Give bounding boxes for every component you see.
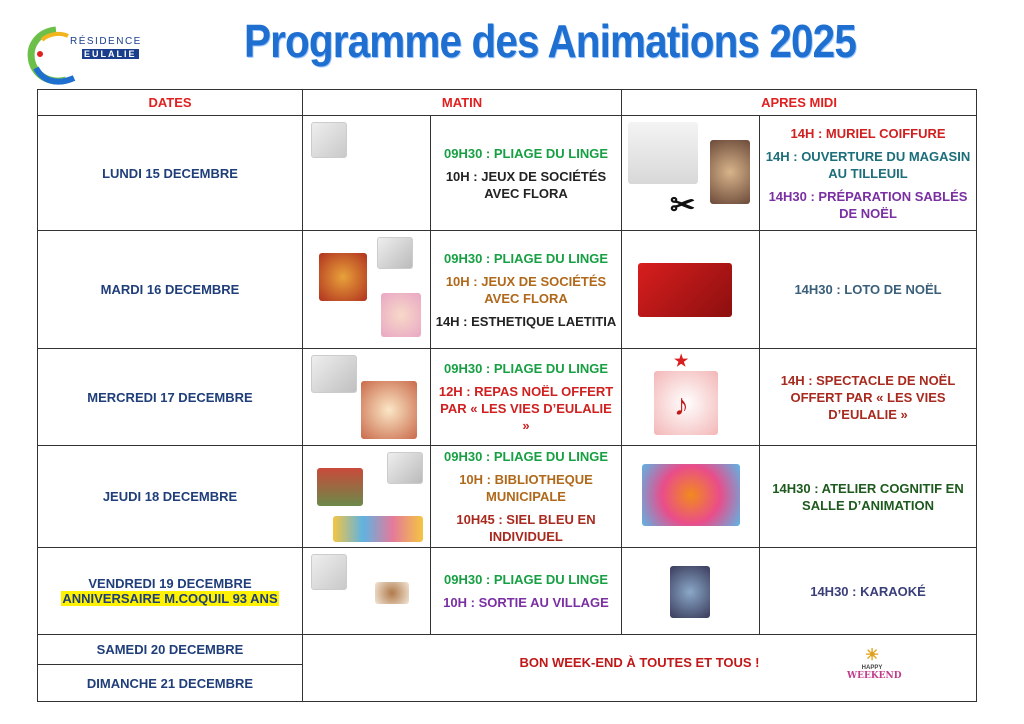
- brain-gears-icon: [642, 464, 740, 526]
- activity: 12H : REPAS NOËL OFFERT PAR « LES VIES D’EULALIE »: [438, 384, 614, 433]
- day-row-tuesday: [38, 231, 977, 349]
- star-icon: ★: [674, 353, 689, 370]
- date-cell: DIMANCHE 21 DECEMBRE: [38, 665, 303, 702]
- christmas-meal-icon: [361, 381, 417, 439]
- logo-line1: RÉSIDENCE: [70, 36, 142, 47]
- afternoon-images: [622, 116, 760, 231]
- page-title: Programme des Animations 2025: [244, 15, 856, 67]
- activity: 14H : MURIEL COIFFURE: [790, 125, 946, 141]
- logo-line2: EULALIE: [84, 49, 137, 59]
- date-label: VENDREDI 19 DECEMBRE: [88, 576, 252, 591]
- shopping-icon: [628, 122, 698, 184]
- activity: 10H45 : SIEL BLEU EN INDIVIDUEL: [456, 512, 596, 544]
- morning-images: [303, 446, 431, 548]
- scissors-icon: ✂: [670, 189, 696, 222]
- afternoon-activities: [760, 548, 977, 635]
- morning-activities: [431, 548, 622, 635]
- activity: 10H : BIBLIOTHEQUE MUNICIPALE: [459, 472, 593, 504]
- coffee-cup-icon: [375, 582, 409, 604]
- header-dates: DATES: [38, 90, 303, 116]
- weekend-message-cell: [303, 635, 977, 702]
- date-cell: SAMEDI 20 DECEMBRE: [38, 635, 303, 665]
- activity: 09H30 : PLIAGE DU LINGE: [444, 572, 608, 587]
- afternoon-activities: [760, 231, 977, 349]
- date-cell: JEUDI 18 DECEMBRE: [38, 446, 303, 548]
- afternoon-activities: [760, 116, 977, 231]
- laundry-icon: [377, 237, 413, 269]
- afternoon-images: [622, 349, 760, 446]
- morning-activities: [431, 231, 622, 349]
- bingo-icon: [638, 263, 732, 317]
- badge-line2: WEEKEND: [847, 671, 902, 681]
- happy-weekend-badge: [847, 645, 902, 687]
- activity: 09H30 : PLIAGE DU LINGE: [444, 250, 608, 266]
- activity: 14H30 : PRÉPARATION SABLÉS DE NOËL: [768, 188, 968, 221]
- sun-cloud-icon: ☀: [864, 647, 880, 664]
- books-icon: [317, 468, 363, 506]
- activity: 09H30 : PLIAGE DU LINGE: [444, 449, 608, 464]
- activity: 14H30 : ATELIER COGNITIF EN SALLE D’ANIMATION: [772, 480, 964, 513]
- cookies-icon: [710, 140, 750, 204]
- beauty-icon: [381, 293, 421, 337]
- morning-activities: [431, 116, 622, 231]
- activity: 09H30 : PLIAGE DU LINGE: [444, 145, 608, 161]
- activity: 14H : OUVERTURE DU MAGASIN AU TILLEUIL: [765, 148, 971, 181]
- morning-activities: [431, 349, 622, 446]
- afternoon-images: [622, 548, 760, 635]
- afternoon-images: [622, 231, 760, 349]
- schedule-table: [37, 89, 977, 702]
- activity: 14H30 : LOTO DE NOËL: [794, 282, 942, 297]
- header-row: [38, 90, 977, 116]
- microphone-icon: [670, 566, 710, 618]
- morning-images: [303, 231, 431, 349]
- music-note-icon: ♪: [674, 389, 690, 422]
- morning-activities: [431, 446, 622, 548]
- activity: 10H : JEUX DE SOCIÉTÉS AVEC FLORA: [445, 168, 607, 201]
- header-morning: MATIN: [303, 90, 622, 116]
- exercise-icon: [333, 516, 423, 542]
- laundry-icon: [311, 554, 347, 590]
- day-row-monday: [38, 116, 977, 231]
- board-game-icon: [319, 253, 367, 301]
- activity: 10H : JEUX DE SOCIÉTÉS AVEC FLORA: [445, 273, 607, 306]
- afternoon-activities: [760, 446, 977, 548]
- afternoon-images: [622, 446, 760, 548]
- laundry-icon: [387, 452, 423, 484]
- logo-swirl-icon: [26, 24, 86, 90]
- birthday-note: ANNIVERSAIRE M.COQUIL 93 ANS: [62, 591, 278, 606]
- activity: 10H : SORTIE AU VILLAGE: [443, 595, 609, 610]
- date-cell: LUNDI 15 DECEMBRE: [38, 116, 303, 231]
- morning-images: [303, 116, 431, 231]
- date-cell: MARDI 16 DECEMBRE: [38, 231, 303, 349]
- date-cell: MERCREDI 17 DECEMBRE: [38, 349, 303, 446]
- activity: 09H30 : PLIAGE DU LINGE: [444, 361, 608, 376]
- header-afternoon: APRES MIDI: [622, 90, 977, 116]
- residence-logo: [26, 24, 142, 90]
- day-row-thursday: [38, 446, 977, 548]
- date-cell: [38, 548, 303, 635]
- laundry-icon: [311, 355, 357, 393]
- weekend-message: BON WEEK-END À TOUTES ET TOUS !: [519, 655, 760, 670]
- activity: 14H30 : KARAOKÉ: [810, 583, 926, 599]
- laundry-icon: [311, 122, 347, 158]
- badge-line1: HAPPY: [861, 665, 883, 671]
- day-row-wednesday: [38, 349, 977, 446]
- activity: 14H : SPECTACLE DE NOËL OFFERT PAR « LES VIES D’EULALIE »: [780, 372, 956, 422]
- weekend-row-saturday: [38, 635, 977, 665]
- activity: 14H : ESTHETIQUE LAETITIA: [435, 313, 617, 329]
- afternoon-activities: [760, 349, 977, 446]
- morning-images: [303, 349, 431, 446]
- morning-images: [303, 548, 431, 635]
- day-row-friday: [38, 548, 977, 635]
